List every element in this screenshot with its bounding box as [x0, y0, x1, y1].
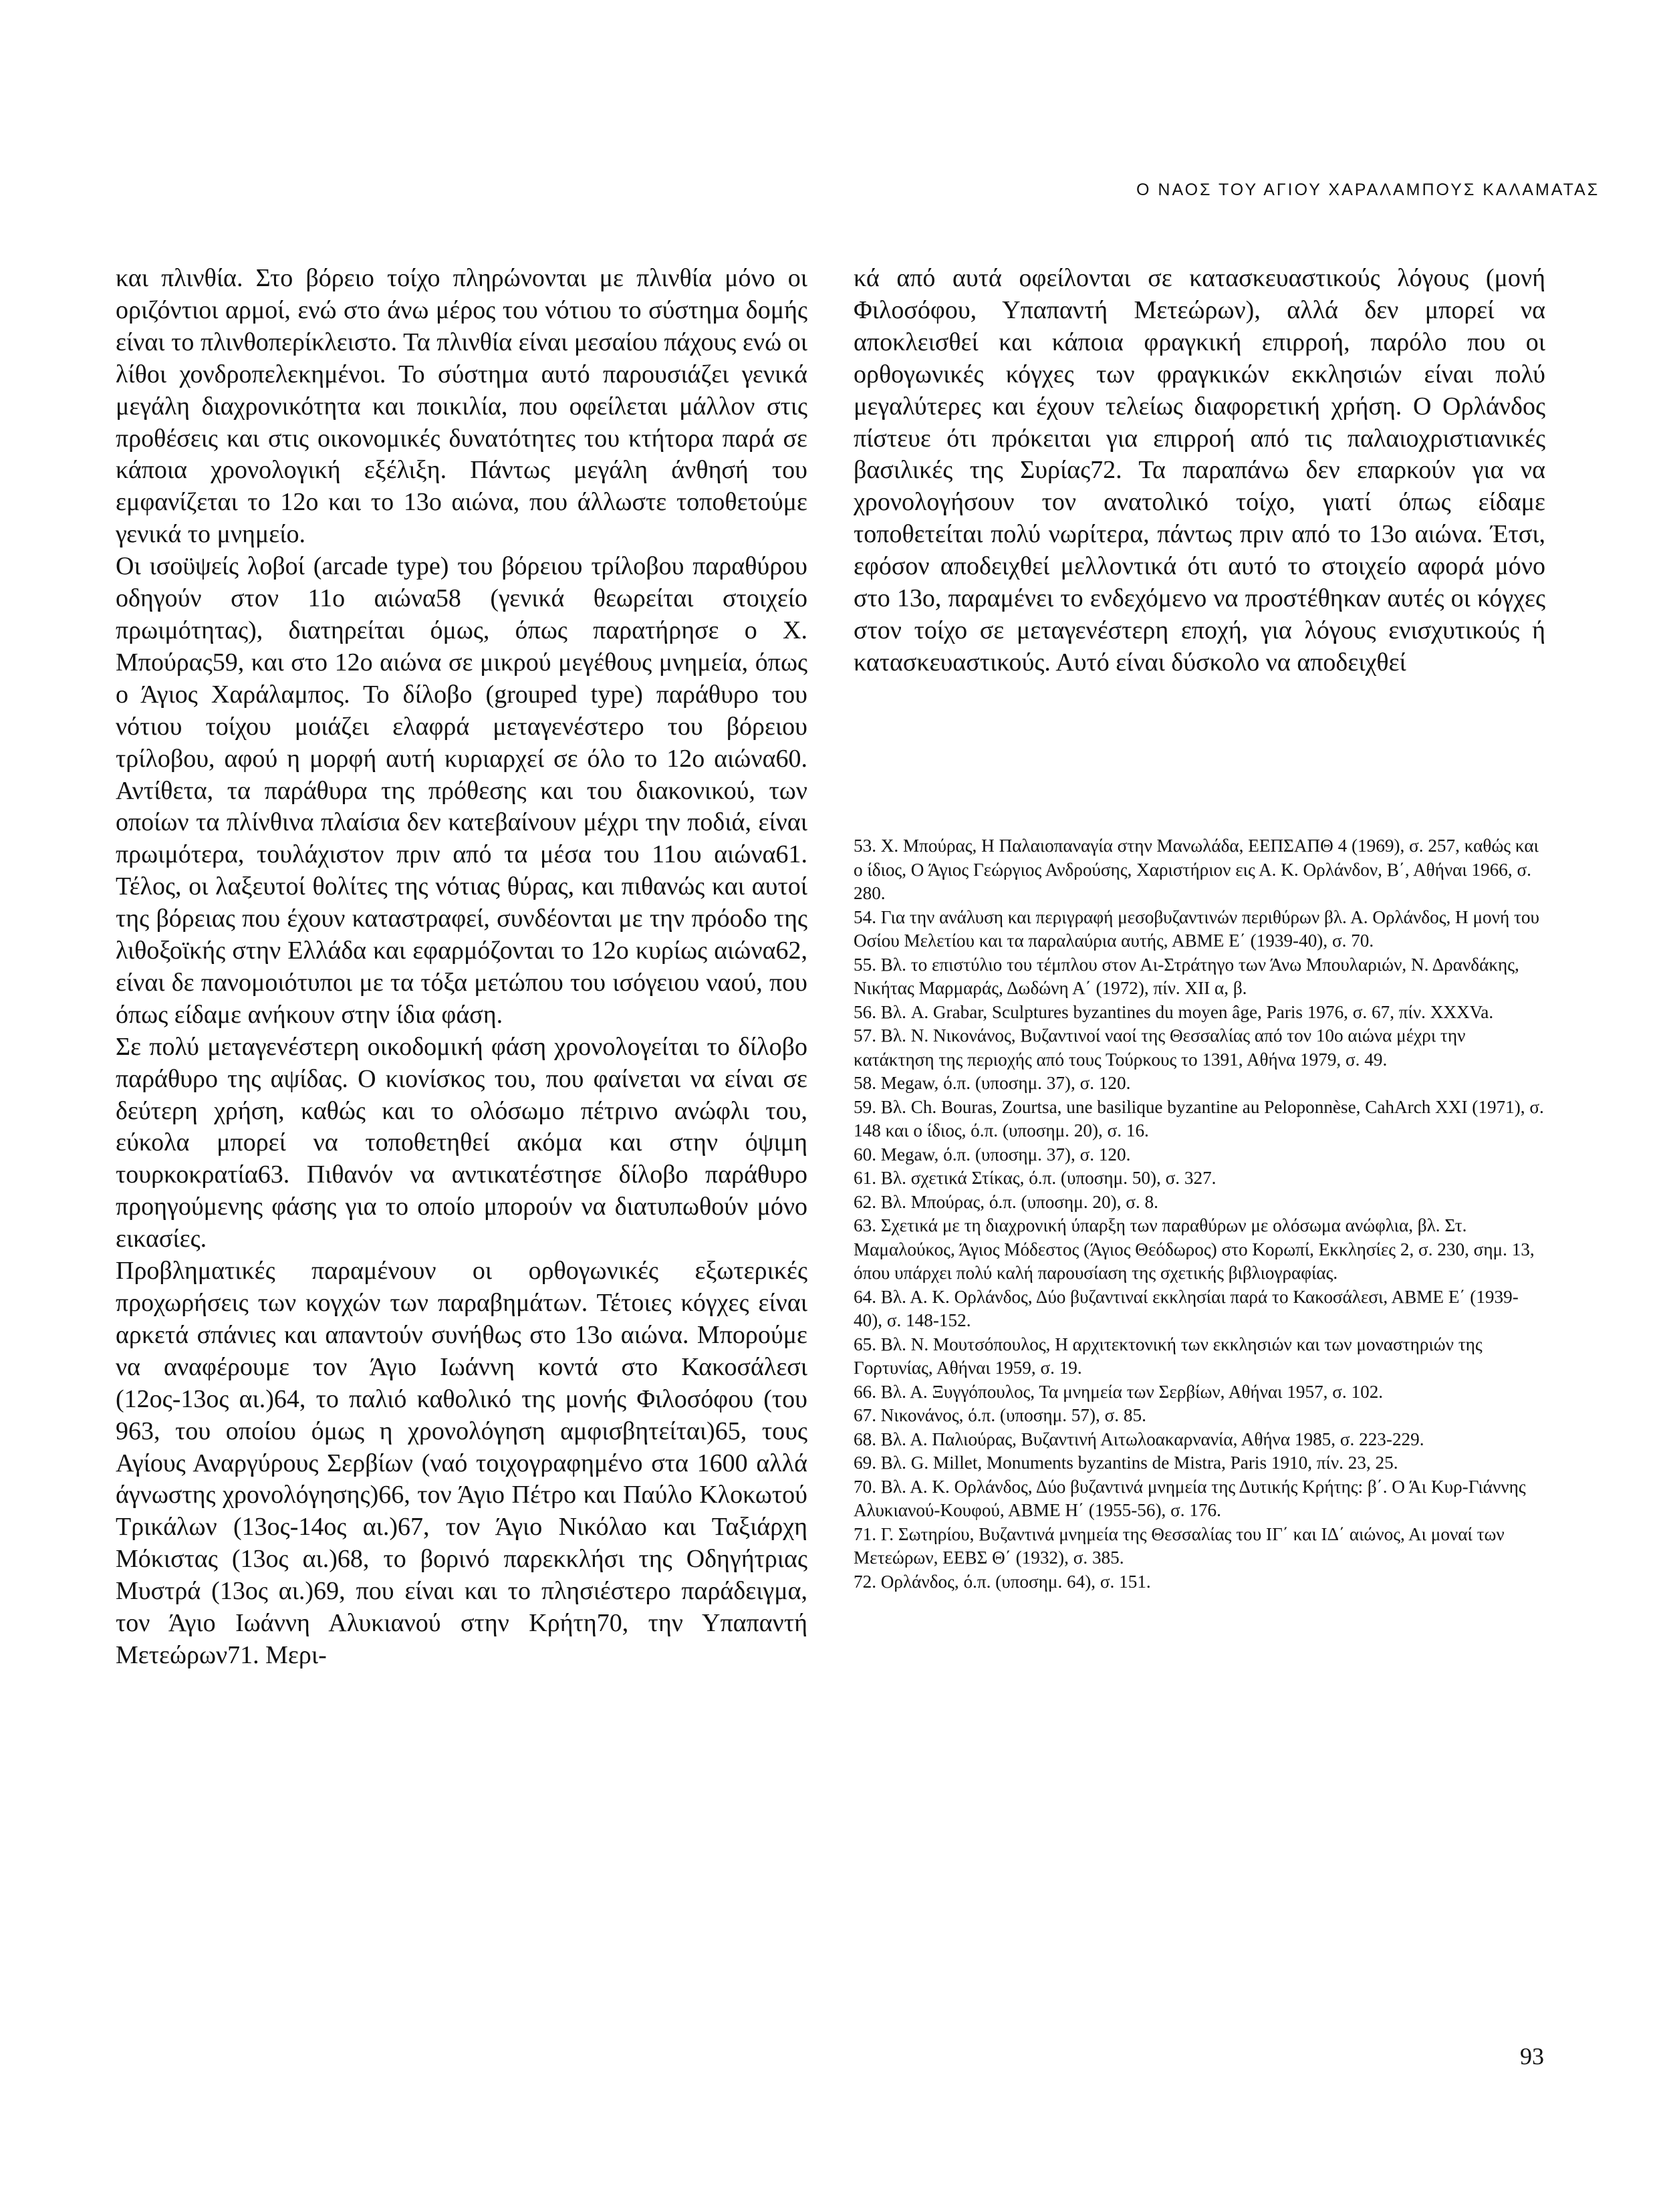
- footnote: 59. Βλ. Ch. Bouras, Zourtsa, une basilique byzantine au Peloponnèse, CahArch XXI (1971), σ. 148 και ο ίδιος, ό.π. (υποσημ. 20), σ. 16.: [854, 1096, 1544, 1140]
- footnote: 67. Νικονάνος, ό.π. (υποσημ. 57), σ. 85.: [854, 1405, 1146, 1425]
- footnote: 62. Βλ. Μπούρας, ό.π. (υποσημ. 20), σ. 8.: [854, 1191, 1158, 1212]
- footnote: 54. Για την ανάλυση και περιγραφή μεσοβυζαντινών περιθύρων βλ. Α. Ορλάνδος, Η μονή του Οσίου Μελετίου και τα παραλαύρια αυτής, ΑΒΜΕ Ε΄ (1939-40), σ. 70.: [854, 906, 1539, 951]
- footnote: 58. Megaw, ό.π. (υποσημ. 37), σ. 120.: [854, 1073, 1131, 1093]
- footnote: 53. Χ. Μπούρας, Η Παλαιοπαναγία στην Μανωλάδα, ΕΕΠΣΑΠΘ 4 (1969), σ. 257, καθώς και ο ίδιος, Ο Άγιος Γεώργιος Ανδρούσης, Χαριστήριον εις Α. Κ. Ορλάνδον, Β΄, Αθήναι 1966, σ. 280.: [854, 836, 1539, 903]
- footnote: 68. Βλ. Α. Παλιούρας, Βυζαντινή Αιτωλοακαρνανία, Αθήνα 1985, σ. 223-229.: [854, 1429, 1424, 1449]
- body-paragraph: Οι ισοϋψείς λοβοί (arcade type) του βόρειου τρίλοβου παραθύρου οδηγούν στον 11ο αιώνα58 (γενικά θεωρείται στοιχείο πρωιμότητας), διατηρείται όμως, όπως παρατήρησε ο Χ. Μπούρας59, και στο 12ο αιώνα σε μικρού μεγέθους μνημεία, όπως ο Άγιος Χαράλαμπος. Το δίλοβο (grouped type) παράθυρο του νότιου τοίχου μοιάζει ελαφρά μεταγενέστερο του βόρειου τρίλοβου, αφού η μορφή αυτή κυριαρχεί σε όλο το 12ο αιώνα60. Αντίθετα, τα παράθυρα της πρόθεσης και του διακονικού, των οποίων τα πλίνθινα πλαίσια δεν κατεβαίνουν μέχρι την ποδιά, είναι πρωιμότερα, τουλάχιστον πριν από τα μέσα του 11ου αιώνα61. Τέλος, οι λαξευτοί θολίτες της νότιας θύρας, και πιθανώς και αυτοί της βόρειας που έχουν καταστραφεί, συνδέονται με την πρόοδο της λιθοξοϊκής στην Ελλάδα και εφαρμόζονται το 12ο κυρίως αιώνα62, είναι δε πανομοιότυποι με τα τόξα μετώπου του ισόγειου ναού, που όπως είδαμε ανήκουν στην ίδια φάση.: [116, 552, 807, 1029]
- footnotes: [854, 834, 1545, 1594]
- body-paragraph: κά από αυτά οφείλονται σε κατασκευαστικούς λόγους (μονή Φιλοσόφου, Υπαπαντή Μετεώρων), αλλά δεν μπορεί να αποκλεισθεί και κάποια φραγκική επιρροή, παρόλο που οι ορθογωνικές κόγχες των φραγκικών εκκλησιών είναι πολύ μεγαλύτερες και έχουν τελείως διαφορετική χρήση. Ο Ορλάνδος πίστευε ότι πρόκειται για επιρροή από τις παλαιοχριστιανικές βασιλικές της Συρίας72. Τα παραπάνω δεν επαρκούν για να χρονολογήσουν τον ανατολικό τοίχο, γιατί όπως είδαμε τοποθετείται πολύ νωρίτερα, πάντως πριν από το 13ο αιώνα. Έτσι, εφόσον αποδειχθεί μελλοντικά ότι αυτό το στοιχείο αφορά μόνο στο 13ο, παραμένει το ενδεχόμενο να προστέθηκαν αυτές οι κόγχες στον τοίχο σε μεταγενέστερη εποχή, για λόγους ενισχυτικούς ή κατασκευαστικούς. Αυτό είναι δύσκολο να αποδειχθεί: [854, 264, 1545, 677]
- footnote: 69. Βλ. G. Millet, Monuments byzantins de Mistra, Paris 1910, πίν. 23, 25.: [854, 1453, 1398, 1473]
- body-paragraph: Προβληματικές παραμένουν οι ορθογωνικές εξωτερικές προχωρήσεις των κογχών των παραβημάτων. Τέτοιες κόγχες είναι αρκετά σπάνιες και απαντούν συνήθως στο 13ο αιώνα. Μπορούμε να αναφέρουμε τον Άγιο Ιωάννη κοντά στο Κακοσάλεσι (12ος-13ος αι.)64, το παλιό καθολικό της μονής Φιλοσόφου (του 963, του οποίου όμως η χρονολόγηση αμφισβητείται)65, τους Αγίους Αναργύρους Σερβίων (ναό τοιχογραφημένο στα 1600 αλλά άγνωστης χρονολόγησης)66, τον Άγιο Πέτρο και Παύλο Κλοκωτού Τρικάλων (13ος-14ος αι.)67, τον Άγιο Νικόλαο και Ταξιάρχη Μόκιστας (13ος αι.)68, το βορινό παρεκκλήσι της Οδηγήτριας Μυστρά (13ος αι.)69, που είναι και το πλησιέστερο παράδειγμα, τον Άγιο Ιωάννη Αλυκιανού στην Κρήτη70, την Υπαπαντή Μετεώρων71. Μερι-: [116, 1257, 807, 1669]
- page-number: 93: [1520, 2043, 1544, 2070]
- footnote: 71. Γ. Σωτηρίου, Βυζαντινά μνημεία της Θεσσαλίας του ΙΓ΄ και ΙΔ΄ αιώνος, Αι μοναί των Μετεώρων, ΕΕΒΣ Θ΄ (1932), σ. 385.: [854, 1523, 1505, 1568]
- footnote: 66. Βλ. Α. Ξυγγόπουλος, Τα μνημεία των Σερβίων, Αθήναι 1957, σ. 102.: [854, 1381, 1384, 1402]
- running-header: Ο ΝΑΟΣ ΤΟΥ ΑΓΙΟΥ ΧΑΡΑΛΑΜΠΟΥΣ ΚΑΛΑΜΑΤΑΣ: [1136, 180, 1600, 199]
- footnote: 57. Βλ. Ν. Νικονάνος, Βυζαντινοί ναοί της Θεσσαλίας από τον 10ο αιώνα μέχρι την κατάκτηση της περιοχής από τους Τούρκους το 1391, Αθήνα 1979, σ. 49.: [854, 1025, 1466, 1070]
- footnote: 55. Βλ. το επιστύλιο του τέμπλου στον Αι-Στράτηγο των Άνω Μπουλαριών, Ν. Δρανδάκης, Νικήτας Μαρμαράς, Δωδώνη Α΄ (1972), πίν. XII α, β.: [854, 954, 1519, 998]
- footnote: 63. Σχετικά με τη διαχρονική ύπαρξη των παραθύρων με ολόσωμα ανώφλια, βλ. Στ. Μαμαλούκος, Άγιος Μόδεστος (Άγιος Θεόδωρος) στο Κορωπί, Εκκλησίες 2, σ. 230, σημ. 13, όπου υπάρχει πολύ καλή παρουσίαση της σχετικής βιβλιογραφίας.: [854, 1215, 1535, 1283]
- footnote: 61. Βλ. σχετικά Στίκας, ό.π. (υποσημ. 50), σ. 327.: [854, 1168, 1217, 1188]
- left-column: [116, 263, 807, 1672]
- footnote: 72. Ορλάνδος, ό.π. (υποσημ. 64), σ. 151.: [854, 1571, 1151, 1592]
- footnote: 64. Βλ. Α. Κ. Ορλάνδος, Δύο βυζαντιναί εκκλησίαι παρά το Κακοσάλεσι, ΑΒΜΕ Ε΄ (1939-40), σ. 148-152.: [854, 1286, 1519, 1330]
- footnote: 60. Megaw, ό.π. (υποσημ. 37), σ. 120.: [854, 1144, 1131, 1164]
- footnote: 65. Βλ. Ν. Μουτσόπουλος, Η αρχιτεκτονική των εκκλησιών και των μοναστηριών της Γορτυνίας, Αθήναι 1959, σ. 19.: [854, 1334, 1483, 1378]
- right-column: [854, 263, 1545, 679]
- body-paragraph: Σε πολύ μεταγενέστερη οικοδομική φάση χρονολογείται το δίλοβο παράθυρο της αψίδας. Ο κιονίσκος του, που φαίνεται να είναι σε δεύτερη χρήση, καθώς και το ολόσωμο πέτρινο ανώφλι του, εύκολα μπορεί να τοποθετηθεί ακόμα και στην όψιμη τουρκοκρατία63. Πιθανόν να αντικατέστησε δίλοβο παράθυρο προηγούμενης φάσης για το οποίο μπορούν να διατυπωθούν μόνο εικασίες.: [116, 1032, 807, 1253]
- body-paragraph: και πλινθία. Στο βόρειο τοίχο πληρώνονται με πλινθία μόνο οι οριζόντιοι αρμοί, ενώ στο άνω μέρος του νότιου το σύστημα δομής είναι το πλινθοπερίκλειστο. Τα πλινθία είναι μεσαίου πάχους ενώ οι λίθοι χονδροπελεκημένοι. Το σύστημα αυτό παρουσιάζει γενικά μεγάλη διαχρονικότητα και ποικιλία, που οφείλεται μάλλον στις προθέσεις και στις οικονομικές δυνατότητες του κτήτορα παρά σε κάποια χρονολογική εξέλιξη. Πάντως μεγάλη άνθησή του εμφανίζεται το 12ο και το 13ο αιώνα, που άλλωστε τοποθετούμε γενικά το μνημείο.: [116, 264, 807, 549]
- footnote: 70. Βλ. Α. Κ. Ορλάνδος, Δύο βυζαντινά μνημεία της Δυτικής Κρήτης: β΄. Ο Άι Κυρ-Γιάννης Αλυκιανού-Κουφού, ΑΒΜΕ Η΄ (1955-56), σ. 176.: [854, 1476, 1526, 1520]
- footnote: 56. Βλ. A. Grabar, Sculptures byzantines du moyen âge, Paris 1976, σ. 67, πίν. XXXVa.: [854, 1001, 1494, 1022]
